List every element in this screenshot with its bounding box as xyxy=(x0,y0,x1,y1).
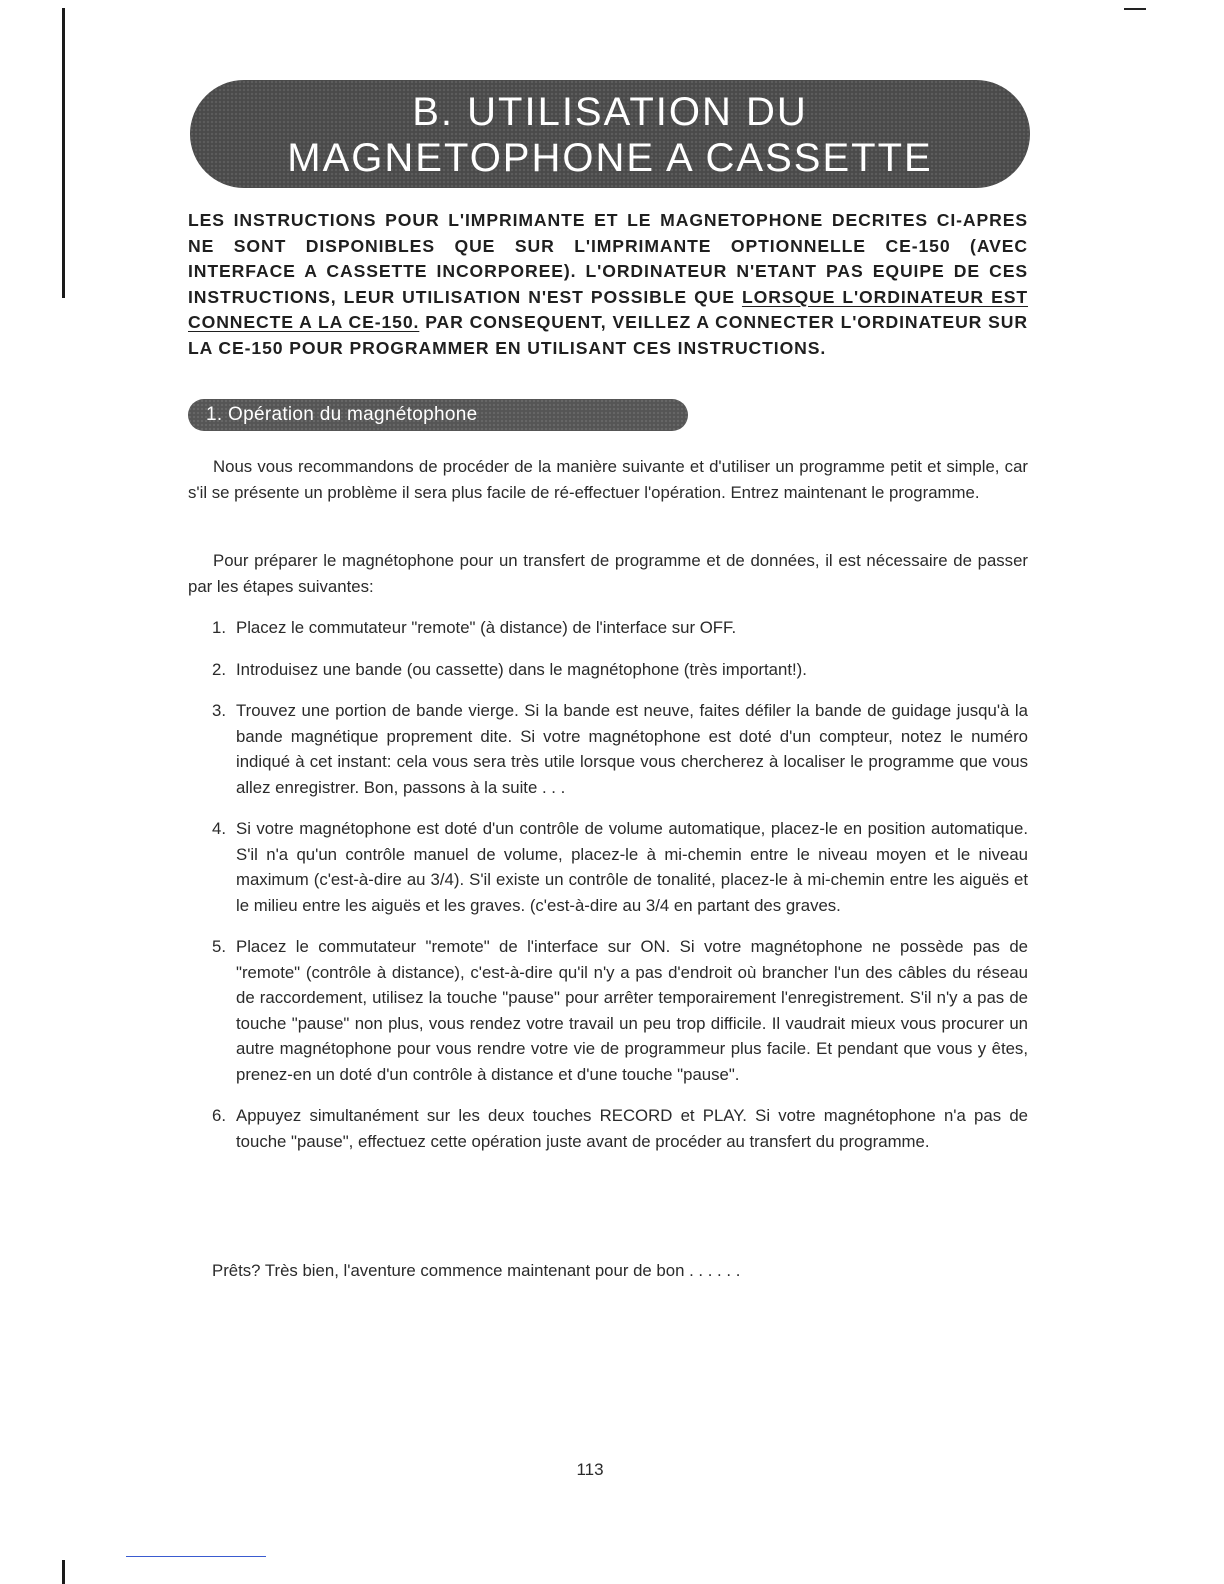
chapter-title-banner xyxy=(190,80,1030,188)
intro-notice xyxy=(188,208,1028,361)
step-number: 5. xyxy=(212,937,226,956)
intro-text-after: PAR CONSEQUENT, VEILLEZ A CONNECTER L'ORDINATEUR SUR LA CE-150 POUR PROGRAMMER EN UTILISANT CES INSTRUCTIONS. xyxy=(188,312,1029,358)
step-text: Introduisez une bande (ou cassette) dans le magnétophone (très important!). xyxy=(236,659,807,679)
page-number: 113 xyxy=(576,1460,604,1479)
paragraph-preparation xyxy=(188,548,1028,599)
step-text: Placez le commutateur "remote" de l'interface sur ON. Si votre magnétophone ne possède pas de "remote" (contrôle à distance), c'est-à-dire qu'il n'y a pas d'endroit où brancher l'un des câbles du réseau de raccordement, utilisez la touche "pause" pour arrêter temporairement l'enregistrement. S'il n'y a pas de touche "pause" non plus, vous rendez votre travail un peu trop difficile. Il vaudrait mieux vous procurer un autre magnétophone pour vous rendre votre vie de programmeur plus facile. Et pendant que vous y êtes, prenez-en un doté d'un contrôle à distance et d'une touche "pause". xyxy=(236,937,1028,1084)
binding-edge-line-lower xyxy=(62,1560,65,1584)
step-text: Trouvez une portion de bande vierge. Si la bande est neuve, faites défiler la bande de guidage jusqu'à la bande magnétique proprement dite. Si votre magnétophone est doté d'un compteur, notez le numéro indiqué à cet instant: cela vous sera très utile lorsque vous chercherez à localiser le programme que vous allez enregistrer. Bon, passons à la suite . . . xyxy=(236,701,1028,797)
section-heading-label: 1. Opération du magnétophone xyxy=(206,404,478,425)
section-heading xyxy=(188,399,688,431)
steps-list xyxy=(212,615,1028,1170)
paragraph-preparation-text: Pour préparer le magnétophone pour un transfert de programme et de données, il est nécessaire de passer par les étapes suivantes: xyxy=(188,551,1028,596)
binding-edge-line xyxy=(62,8,65,298)
paragraph-recommendation xyxy=(188,454,1028,505)
step-number: 4. xyxy=(212,819,226,838)
chapter-title-line-2: MAGNETOPHONE A CASSETTE xyxy=(287,136,933,180)
step-text: Appuyez simultanément sur les deux touches RECORD et PLAY. Si votre magnétophone n'a pas de touche "pause", effectuez cette opération juste avant de procéder au transfert du programme. xyxy=(236,1106,1028,1151)
step-number: 6. xyxy=(212,1106,226,1125)
step-number: 3. xyxy=(212,701,226,720)
list-item xyxy=(212,816,1028,918)
list-item xyxy=(212,615,1028,641)
paragraph-recommendation-text: Nous vous recommandons de procéder de la manière suivante et d'utiliser un programme petit et simple, car s'il se présente un problème il sera plus facile de ré-effectuer l'opération. Entrez maintenant le programme. xyxy=(188,457,1028,502)
list-item xyxy=(212,934,1028,1087)
list-item xyxy=(212,657,1028,683)
corner-mark xyxy=(1124,8,1146,10)
intro-text-before: LES INSTRUCTIONS POUR L'IMPRIMANTE ET LE MAGNETOPHONE DECRITES CI-APRES NE SONT DISPONIBLES QUE SUR L'IMPRIMANTE OPTIONNELLE CE-150 (AVEC INTERFACE A CASSETTE INCORPOREE). L'ORDINATEUR N'ETANT PAS EQUIPE DE CES INSTRUCTIONS, LEUR UTILISATION N'EST POSSIBLE QUE xyxy=(188,210,1028,307)
step-text: Placez le commutateur "remote" (à distance) de l'interface sur OFF. xyxy=(236,618,737,637)
step-number: 1. xyxy=(212,618,226,637)
step-number: 2. xyxy=(212,659,226,679)
footnote-rule xyxy=(126,1556,266,1557)
chapter-title-line-1: B. UTILISATION DU xyxy=(412,90,808,134)
intro-underlined-text: LORSQUE L'ORDINATEUR EST CONNECTE A LA CE-150. xyxy=(188,286,1028,332)
closing-line: Prêts? Très bien, l'aventure commence maintenant pour de bon . . . . . . xyxy=(212,1261,741,1280)
step-text: Si votre magnétophone est doté d'un contrôle de volume automatique, placez-le en position automatique. S'il n'a qu'un contrôle manuel de volume, placez-le à mi-chemin entre le niveau moyen et le niveau maximum (c'est-à-dire au 3/4). S'il existe un contrôle de tonalité, placez-le à mi-chemin entre les aiguës et le milieu entre les aiguës et les graves. (c'est-à-dire au 3/4 en partant des graves. xyxy=(236,819,1028,915)
list-item xyxy=(212,1103,1028,1154)
list-item xyxy=(212,698,1028,800)
